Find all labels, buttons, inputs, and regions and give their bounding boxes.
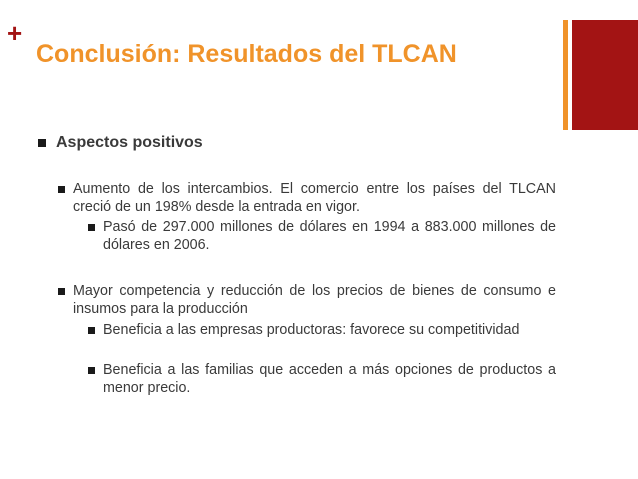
square-bullet-icon (38, 139, 46, 147)
sub-bullet-item-cifras (88, 218, 556, 254)
heading-bullet-item (38, 132, 538, 154)
square-bullet-icon (88, 327, 95, 334)
heading-text: Aspectos positivos (56, 134, 203, 151)
square-bullet-icon (58, 288, 65, 295)
square-bullet-icon (88, 224, 95, 231)
plus-icon: + (7, 18, 23, 48)
bullet-item-competencia (58, 282, 556, 318)
sub-bullet-text: Beneficia a las familias que acceden a más opciones de productos a menor precio. (103, 362, 556, 396)
accent-bar-red (572, 20, 638, 130)
square-bullet-icon (58, 186, 65, 193)
square-bullet-icon (88, 367, 95, 374)
sub-bullet-text: Beneficia a las empresas productoras: favorece su competitividad (103, 322, 520, 338)
bullet-item-intercambios (58, 180, 556, 216)
bullet-text: Aumento de los intercambios. El comercio entre los países del TLCAN creció de un 198% desde la entrada en vigor. (73, 181, 556, 215)
sub-bullet-item-empresas (88, 321, 556, 339)
bullet-text: Mayor competencia y reducción de los precios de bienes de consumo e insumos para la producción (73, 283, 556, 317)
sub-bullet-item-familias (88, 361, 556, 397)
sub-bullet-text: Pasó de 297.000 millones de dólares en 1994 a 883.000 millones de dólares en 2006. (103, 219, 556, 253)
slide-title: Conclusión: Resultados del TLCAN (36, 40, 457, 68)
accent-bar-orange (563, 20, 568, 130)
